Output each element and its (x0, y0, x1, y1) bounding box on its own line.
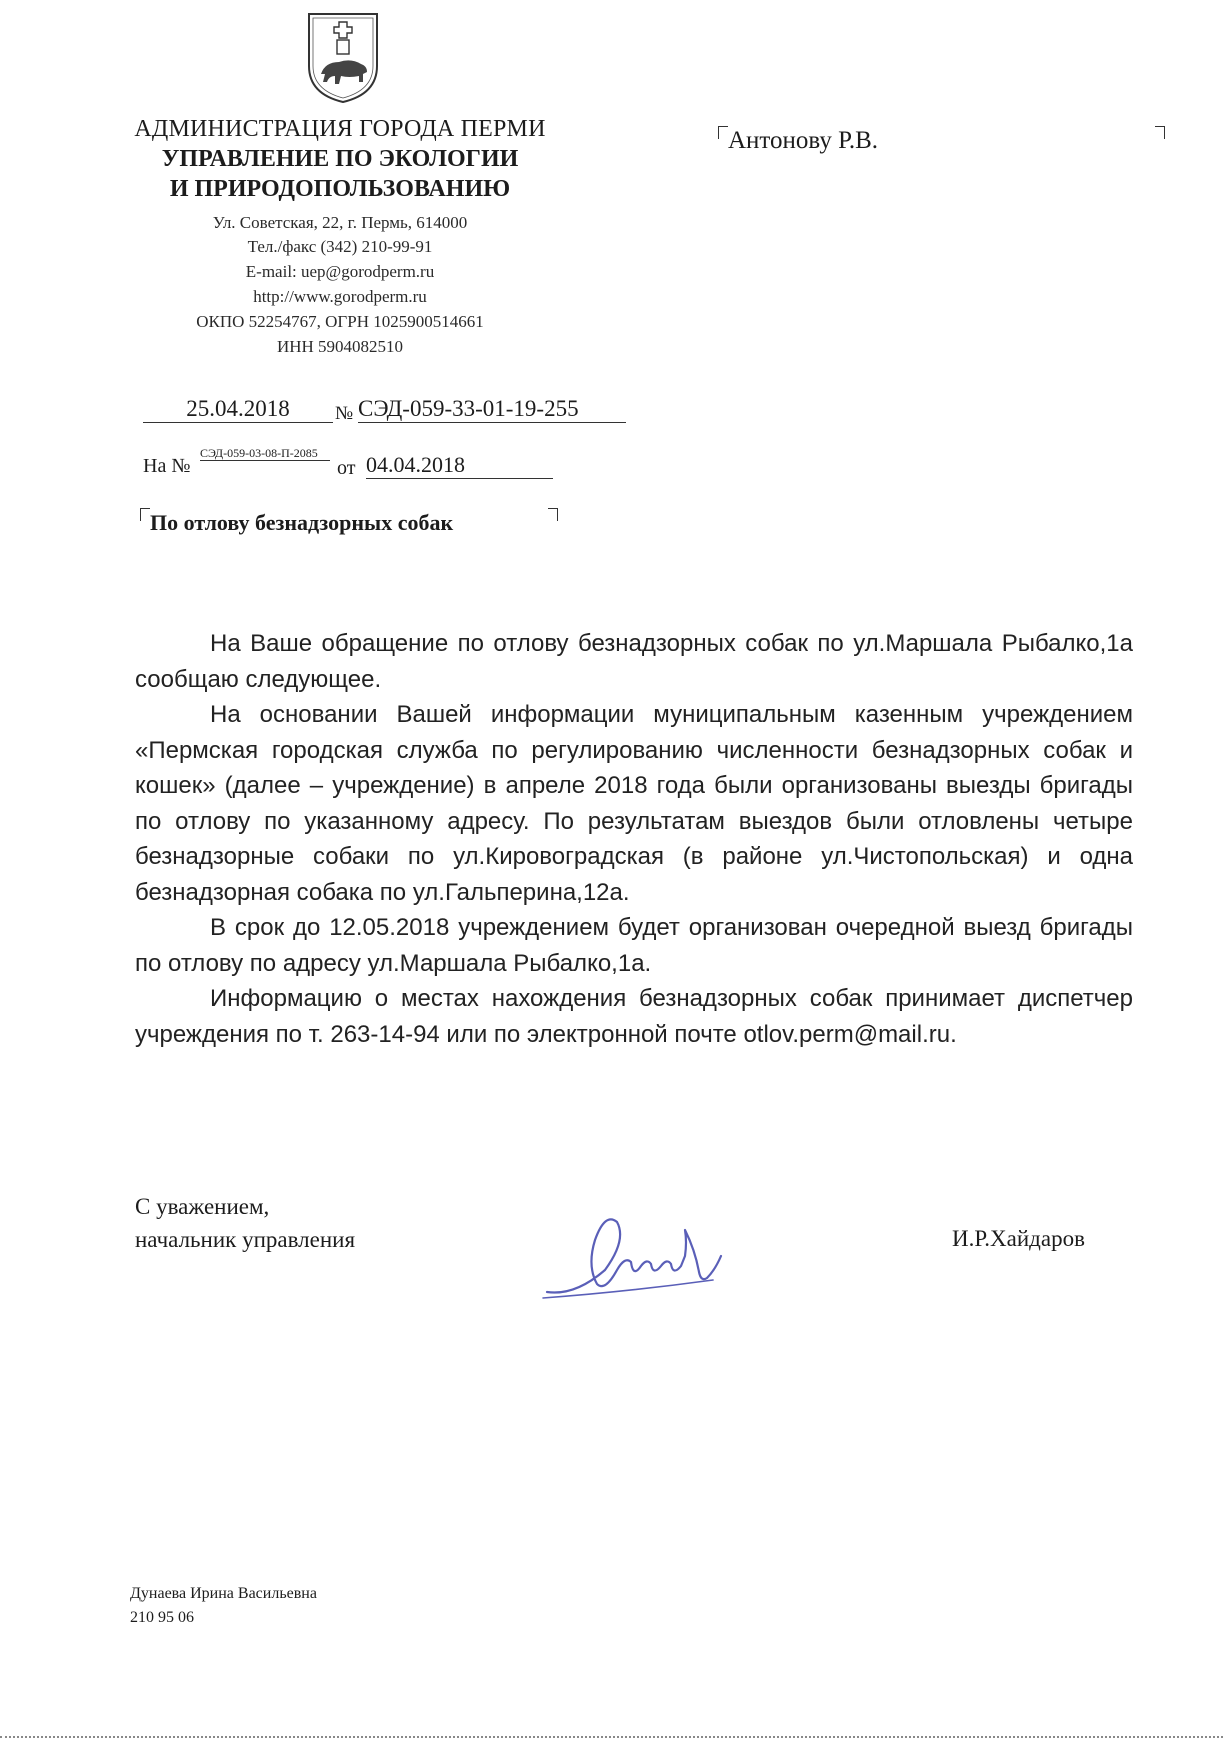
org-address: Ул. Советская, 22, г. Пермь, 614000 (212, 213, 468, 232)
body-paragraph: Информацию о местах нахождения безнадзорных собак принимает диспетчер учреждения по т. 263-14-94 или по электронной почте otlov.perm@mail.ru. (135, 985, 1133, 1048)
org-dept-name-line2: И ПРИРОДОПОЛЬЗОВАНИЮ (169, 176, 511, 202)
executor-name: Дунаева Ирина Васильевна (130, 1585, 317, 1602)
body-paragraph: На основании Вашей информации муниципальным казенным учреждением «Пермская городская служба по регулированию численности безнадзорных собак и кошек» (далее – учреждение) в апреле 2018 года были организованы выезды бригады по отлову по указанному адресу. По результатам выездов были отловлены четыре безнадзорные собаки по ул.Кировоградская (в районе ул.Чистопольская) и одна безнадзорная собака по ул.Гальперина,12а. (135, 701, 1133, 906)
org-website: http://www.gorodperm.ru (253, 287, 427, 306)
reference-label: На № (143, 455, 191, 477)
org-phone: Тел./факс (342) 210-99-91 (247, 237, 433, 256)
executor-block (130, 1582, 317, 1630)
registration-number: СЭД-059-33-01-19-255 (358, 396, 626, 423)
reference-number: СЭД-059-03-08-П-2085 (200, 447, 330, 461)
closing-block (135, 1190, 355, 1256)
body-paragraph: На Ваше обращение по отлову безнадзорных собак по ул.Маршала Рыбалко,1а сообщаю следующее. (135, 630, 1133, 693)
recipient-corner-left (718, 126, 728, 139)
page-bottom-edge (0, 1736, 1223, 1738)
handwritten-signature (535, 1200, 735, 1310)
reference-date: 04.04.2018 (366, 452, 553, 479)
reference-from-label: от (337, 457, 356, 479)
org-inn: ИНН 5904082510 (276, 337, 404, 356)
org-okpo-ogrn: ОКПО 52254767, ОГРН 1025900514661 (196, 312, 484, 331)
org-admin-name: АДМИНИСТРАЦИЯ ГОРОДА ПЕРМИ (134, 116, 546, 142)
letter-subject: По отлову безнадзорных собак (150, 510, 454, 535)
closing-greeting: С уважением, (135, 1194, 270, 1219)
registration-date: 25.04.2018 (143, 396, 333, 423)
executor-phone: 210 95 06 (130, 1609, 194, 1626)
org-email: E-mail: uep@gorodperm.ru (245, 262, 435, 281)
recipient-name: Антонову Р.В. (728, 127, 879, 154)
signer-position: начальник управления (135, 1227, 356, 1252)
org-dept-name-line1: УПРАВЛЕНИЕ ПО ЭКОЛОГИИ (161, 146, 519, 172)
subject-corner-left (140, 508, 150, 521)
coat-of-arms-icon (305, 8, 381, 104)
body-paragraph: В срок до 12.05.2018 учреждением будет организован очередной выезд бригады по отлову по адресу ул.Маршала Рыбалко,1а. (135, 914, 1133, 977)
recipient-corner-right (1155, 126, 1165, 139)
signer-name: И.Р.Хайдаров (952, 1226, 1085, 1251)
subject-corner-right (548, 508, 558, 521)
letter-body (135, 626, 1133, 1052)
registration-number-label: № (335, 403, 354, 424)
